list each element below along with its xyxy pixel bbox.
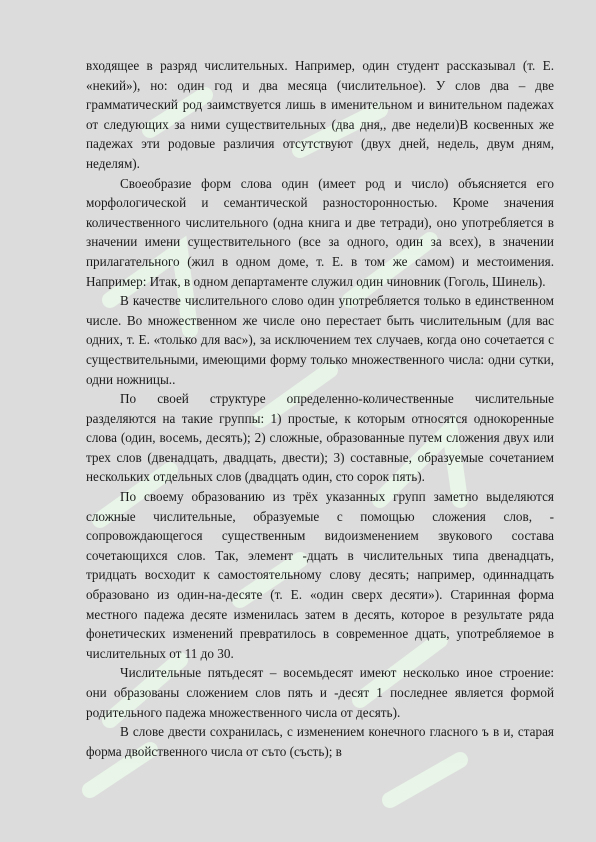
paragraph-1: входящее в разряд числительных. Например, один студент рассказывал (т. Е. «некий»), но: один год и два месяца (числительное). У слов два – две грамматический род заимствуется лишь в именительном и винительном падежах от следующих за ними существительных (два дня,, две недели)В косвенных же падежах эти родовые различия отсутствуют (двух дней, недель, двум дням, неделям). <box>86 58 554 171</box>
paragraph-7: В слове двести сохранилась, с изменением конечного гласного ъ в и, старая форма двойственного числа от съто (състь); в <box>86 724 554 759</box>
document-body <box>86 56 554 761</box>
paragraph-3: В качестве числительного слово один употребляется только в единственном числе. Во множественном же числе оно перестает быть числительным (для вас одних, т. Е. «только для вас»), за исключением тех случаев, когда оно сочетается с существительными, имеющими форму только множественного числа: одни сутки, одни ножницы.. <box>86 293 554 387</box>
paragraph-6: Числительные пятьдесят – восемьдесят имеют несколько иное строение: они образованы сложением слов пять и -десят 1 последнее является формой родительного падежа множественного числа от десять). <box>86 665 554 720</box>
paragraph-4: По своей структуре определенно-количественные числительные разделяются на такие группы: 1) простые, к которым относятся однокоренные слова (один, восемь, десять); 2) сложные, образованные путем сложения двух или трех слов (двенадцать, двадцать, двести); 3) составные, образуемые сочетанием нескольких отдельных слов (двадцать один, сто сорок пять). <box>86 391 554 485</box>
paragraph-2: Своеобразие форм слова один (имеет род и число) объясняется его морфологической и семантической разносторонностью. Кроме значения количественного числительного (одна книга и две тетради), оно употребляется в значении имени существительного (все за одного, один за всех), в значении прилагательного (жил в одном доме, т. Е. в том же самом) и местоимения. Например: Итак, в одном департаменте служил один чиновник (Гоголь, Шинель). <box>86 175 554 289</box>
paragraph-5: По своему образованию из трёх указанных групп заметно выделяются сложные числительные, образуемые с помощью сложения слов, - сопровождающегося существенным видоизменением звукового состава сочетающихся слов. Так, элемент -дцать в числительных типа двенадцать, тридцать восходит к самостоятельному слову десять; например, одиннадцать образовано из один-на-десяте (т. Е. «один сверх десяти»). Старинная форма местного падежа десяте изменилась затем в десять, которое в результате ряда фонетических изменений превратилось в современное дцать, употребляемое в числительных от 11 до 30. <box>86 489 554 661</box>
